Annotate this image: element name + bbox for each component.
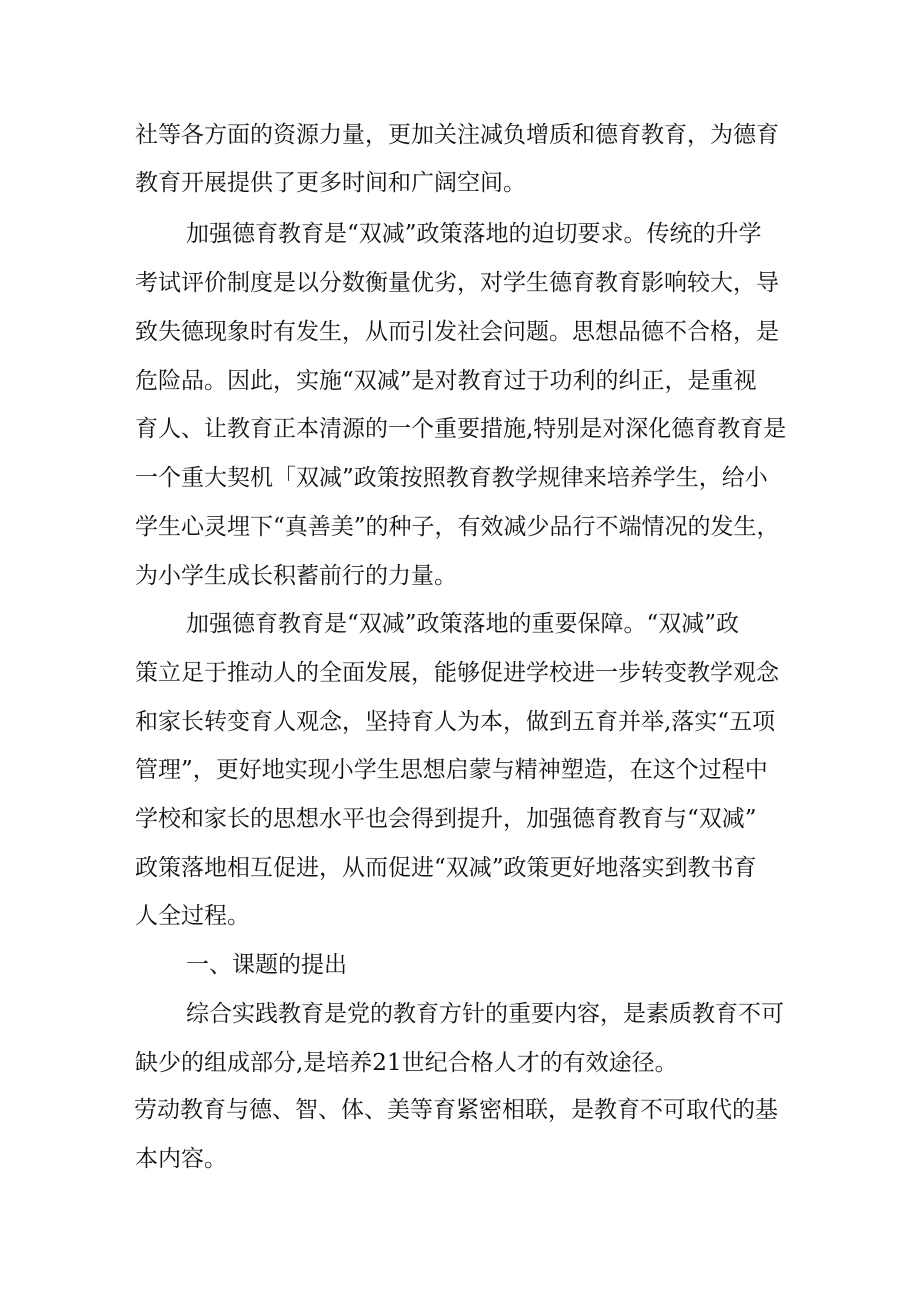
- paragraph-line: [0, 648, 920, 698]
- paragraph-line: [0, 599, 920, 649]
- paragraph-line: [0, 843, 920, 893]
- line-text: 管理”，更好地实现小学生思想启蒙与精神塑造，在这个过程中: [135, 757, 768, 783]
- line-text: 加强德育教育是“双减”政策落地的迫切要求。传统的升学: [186, 221, 762, 247]
- line-text: 致失德现象时有发生，从而引发社会问题。思想品德不合格，是: [135, 319, 779, 345]
- paragraph-line: [0, 502, 920, 552]
- line-text: 社等各方面的资源力量，更加关注减负增质和德育教育，为德育: [135, 122, 779, 148]
- line-text: 学生心灵埋下“真善美”的种子，有效减少品行不端情况的发生，: [135, 514, 780, 540]
- paragraph-line: [0, 356, 920, 406]
- paragraph-line: [0, 1085, 920, 1135]
- line-text: 学校和家长的思想水平也会得到提升，加强德育教育与“双减”: [135, 806, 757, 832]
- paragraph-line: [0, 1038, 920, 1088]
- line-text: 综合实践教育是党的教育方针的重要内容，是素质教育不可: [186, 1001, 784, 1027]
- line-text: 为小学生成长积蓄前行的力量。: [135, 563, 457, 589]
- line-text: 教育开展提供了更多时间和广阔空间。: [135, 170, 526, 196]
- paragraph-line: [0, 697, 920, 747]
- paragraph-line: [0, 158, 920, 208]
- line-text: 育人、让教育正本清源的一个重要措施,特别是对深化德育教育是: [135, 416, 787, 442]
- paragraph-line: [0, 1134, 920, 1184]
- paragraph-line: [0, 209, 920, 259]
- paragraph-line: [0, 110, 920, 160]
- line-text: 一个重大契机「双减”政策按照教育教学规律来培养学生，给小: [135, 465, 768, 491]
- paragraph-line: [0, 404, 920, 454]
- paragraph-line: [0, 891, 920, 941]
- line-text: 人全过程。: [135, 903, 250, 929]
- line-text: 本内容。: [135, 1146, 227, 1172]
- line-text: 策立足于推动人的全面发展，能够促进学校进一步转变教学观念: [135, 660, 779, 686]
- line-text: 和家长转变育人观念，坚持育人为本，做到五育并举,落实“五项: [135, 709, 776, 735]
- line-text: 危险品。因此，实施“双减”是对教育过于功利的纠正，是重视: [135, 368, 757, 394]
- paragraph-line: [0, 453, 920, 503]
- paragraph-line: [0, 258, 920, 308]
- paragraph-line: [0, 794, 920, 844]
- paragraph-line: [0, 551, 920, 601]
- section-heading: [0, 940, 920, 990]
- line-text: 缺少的组成部分,是培养21世纪合格人才的有效途径。: [135, 1050, 678, 1076]
- line-text: 政策落地相互促进，从而促进“双减”政策更好地落实到教书育: [135, 855, 757, 881]
- heading-text: 一、课题的提出: [186, 952, 347, 978]
- paragraph-line: [0, 745, 920, 795]
- line-text: 加强德育教育是“双减”政策落地的重要保障。“双减”政: [186, 611, 740, 637]
- paragraph-line: [0, 307, 920, 357]
- line-text: 劳动教育与德、智、体、美等育紧密相联，是教育不可取代的基: [134, 1097, 778, 1123]
- line-text: 考试评价制度是以分数衡量优劣，对学生德育教育影响较大，导: [135, 270, 779, 296]
- paragraph-line: [0, 989, 920, 1039]
